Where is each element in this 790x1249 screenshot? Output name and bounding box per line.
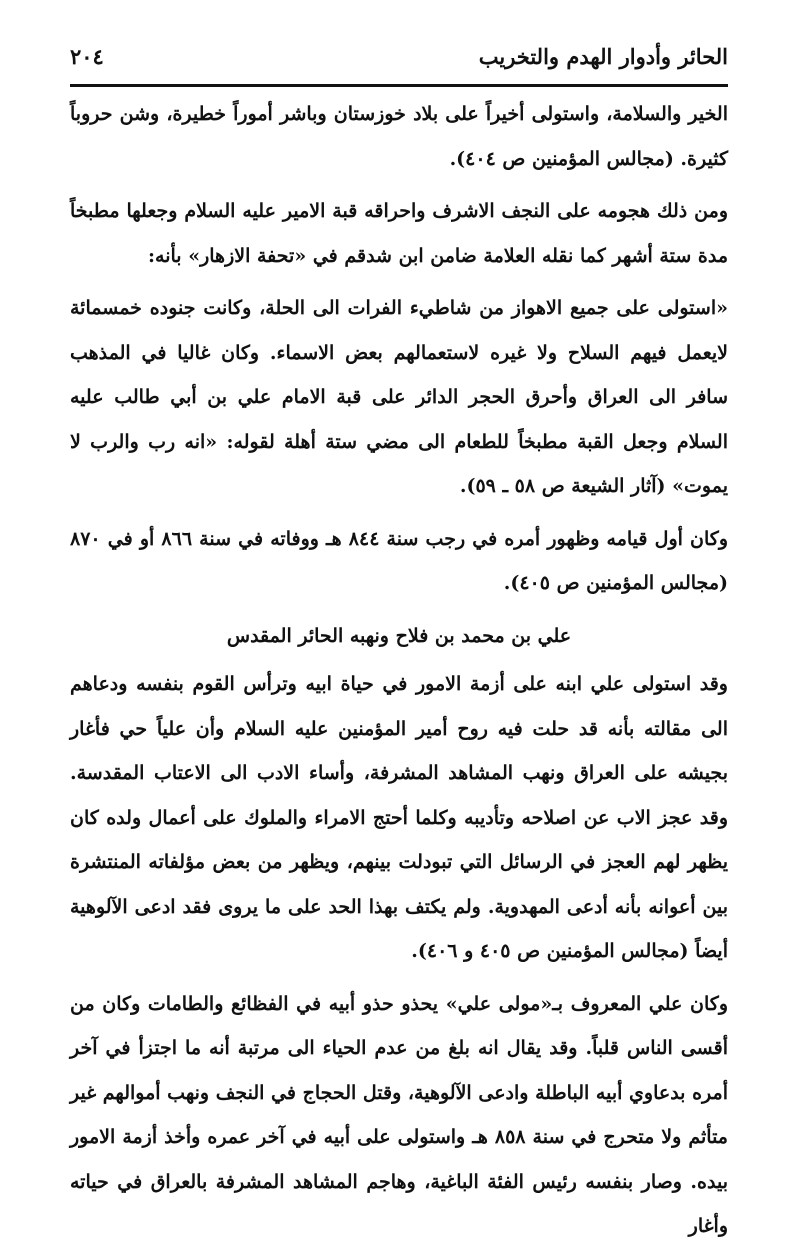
- paragraph-3-quote: «استولى على جميع الاهواز من شاطيء الفرات الى الحلة، وكانت جنوده خمسمائة لايعمل فيهم السلاح ولا غيره لاستعمالهم بعض الاسماء. وكان غاليا في المذهب سافر الى العراق وأحرق الحجر الدائر على قبة الامام علي بن أبي طالب عليه السلام وجعل القبة مطبخاً للطعام الى مضي ستة أهلة لقوله: «انه رب والرب لا يموت» (آثار الشيعة ص ٥٨ ـ ٥٩).: [70, 297, 728, 497]
- page-number: ٢٠٤: [70, 43, 104, 69]
- paragraph-1: الخير والسلامة، واستولى أخيراً على بلاد خوزستان وباشر أموراً خطيرة، وشن حروباً كثيرة. (مجالس المؤمنين ص ٤٠٤).: [70, 103, 728, 170]
- paragraph-5: وقد استولى علي ابنه على أزمة الامور في حياة ابيه وترأس القوم بنفسه ودعاهم الى مقالته بأنه قد حلت فيه روح أمير المؤمنين عليه السلام وأن علياً حي فأغار بجيشه على العراق ونهب المشاهد المشرفة، وأساء الادب الى الاعتاب المقدسة. وقد عجز الاب عن اصلاحه وتأديبه وكلما أحتج الامراء والملوك على أعمال ولده كان يظهر لهم العجز في الرسائل التي تبودلت بينهم، ويظهر من بعض مؤلفاته المنتشرة بين أعوانه بأنه أدعى المهدوية. ولم يكتف بهذا الحد على ما يروى فقد ادعى الآلوهية أيضاً (مجالس المؤمنين ص ٤٠٥ و ٤٠٦).: [70, 673, 728, 962]
- header-rule: [70, 84, 728, 87]
- paragraph-6: وكان علي المعروف بـ«مولى علي» يحذو حذو أبيه في الفظائع والطامات وكان من أقسى الناس قلباً. وقد يقال انه بلغ من عدم الحياء الى مرتبة أنه ما اجتزأ في آخر أمره بدعاوي أبيه الباطلة وادعى الآلوهية، وقتل الحجاج في النجف ونهب أموالهم غير متأثم ولا متحرج في سنة ٨٥٨ هـ واستولى على أبيه في آخر عمره وأخذ أزمة الامور بيده. وصار بنفسه رئيس الفئة الباغية، وهاجم المشاهد المشرفة بالعراق في حياته وأغار: [70, 992, 728, 1237]
- section-heading: علي بن محمد بن فلاح ونهبه الحائر المقدس: [226, 624, 572, 647]
- running-title: الحائر وأدوار الهدم والتخريب: [478, 43, 728, 69]
- page-header: [70, 34, 728, 78]
- page-body: [70, 92, 729, 1237]
- paragraph-2: ومن ذلك هجومه على النجف الاشرف واحراقه قبة الامير عليه السلام وجعلها مطبخاً مدة ستة أشهر كما نقله العلامة ضامن ابن شدقم في «تحفة الازهار» بأنه:: [70, 200, 728, 267]
- paragraph-4: وكان أول قيامه وظهور أمره في رجب سنة ٨٤٤ هـ ووفاته في سنة ٨٦٦ أو في ٨٧٠ (مجالس المؤمنين ص ٤٠٥).: [70, 527, 729, 594]
